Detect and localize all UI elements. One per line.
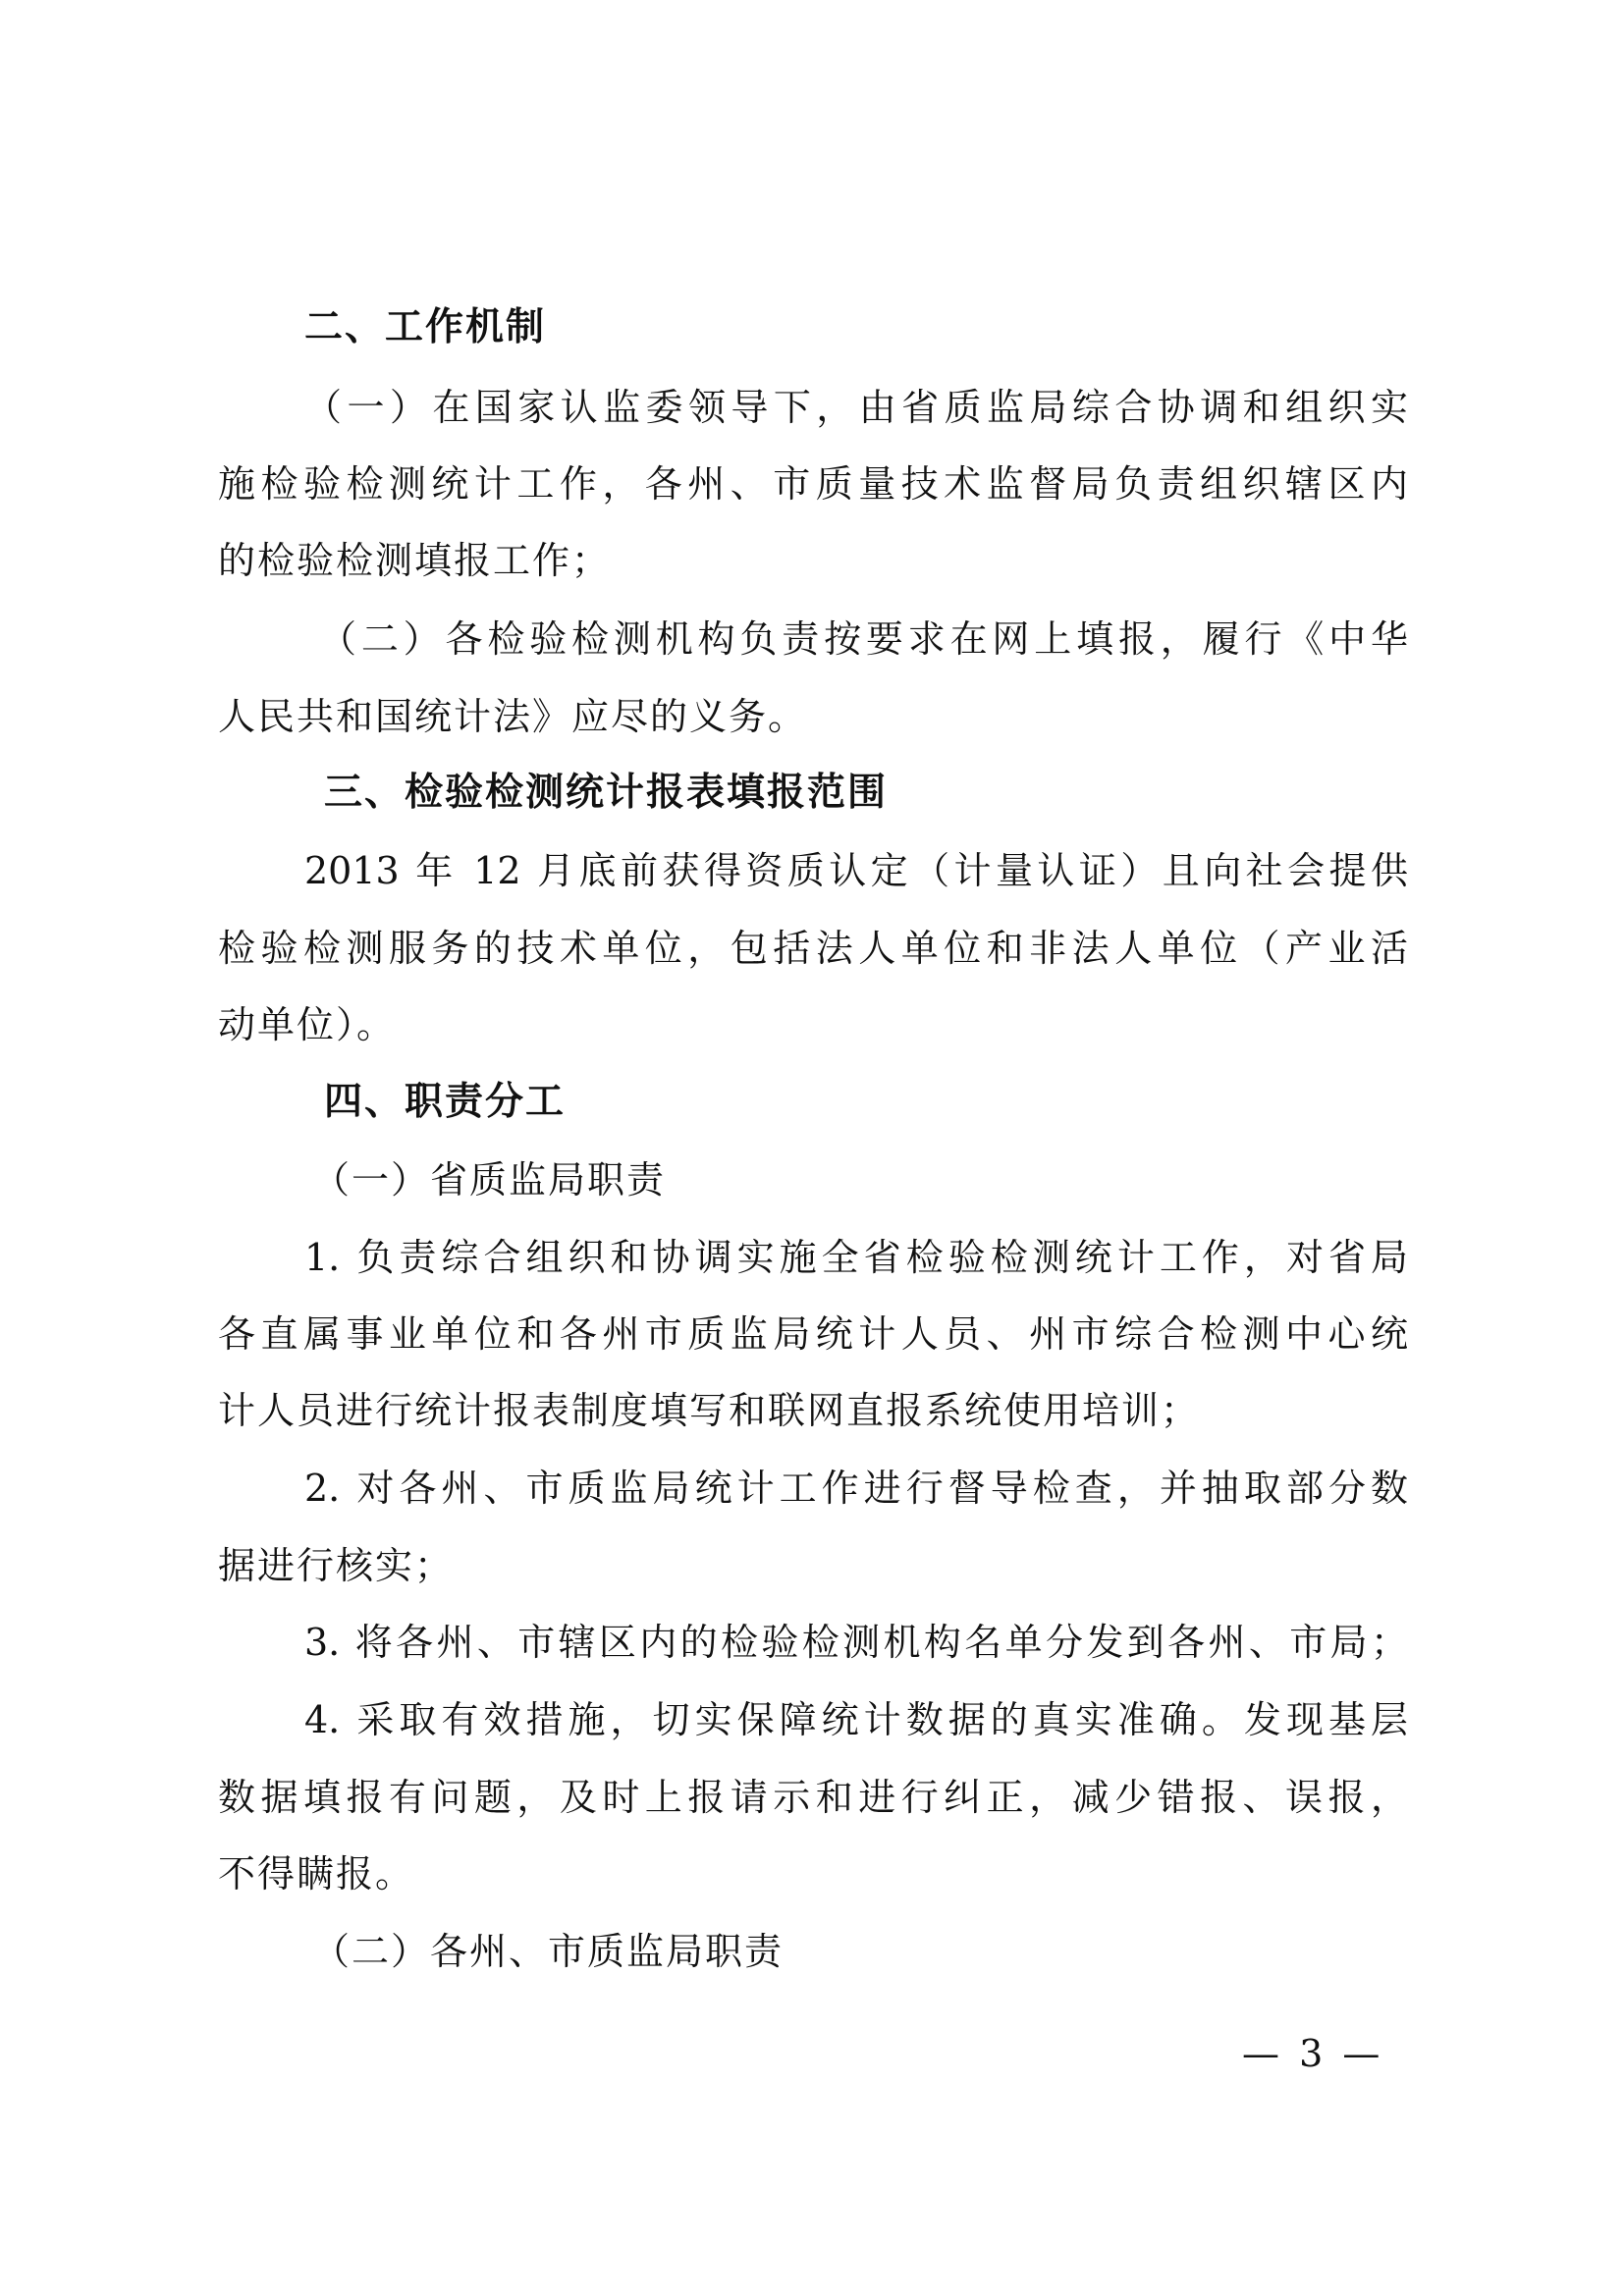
list-item-line: 据进行核实； [218,1544,455,1587]
paragraph-line: 检验检测服务的技术单位，包括法人单位和非法人单位（产业活 [218,927,1408,970]
section-heading-reporting-scope: 三、检验检测统计报表填报范围 [324,771,889,815]
list-item-line: 1. 负责综合组织和协调实施全省检验检测统计工作，对省局 [304,1236,1408,1279]
paragraph-line: 人民共和国统计法》应尽的义务。 [218,695,808,738]
list-item-line: 各直属事业单位和各州市质监局统计人员、州市综合检测中心统 [218,1312,1408,1356]
paragraph-line: 动单位）。 [218,1003,397,1046]
list-item-line: 数据填报有问题，及时上报请示和进行纠正，减少错报、误报， [218,1776,1408,1819]
subsection-heading-provincial-bureau: （一）省质监局职责 [312,1158,667,1201]
page-number: — 3 — [1242,2032,1384,2075]
list-item-line: 4. 采取有效措施，切实保障统计数据的真实准确。发现基层 [304,1698,1408,1741]
list-item-line: 2. 对各州、市质监局统计工作进行督导检查，并抽取部分数 [304,1467,1408,1510]
paragraph-line: 的检验检测填报工作； [218,539,612,582]
paragraph-line: 施检验检测统计工作，各州、市质量技术监督局负责组织辖区内 [218,462,1408,506]
paragraph-line: （二）各检验检测机构负责按要求在网上填报，履行《中华 [319,617,1408,661]
paragraph-line: 2013 年 12 月底前获得资质认定（计量认证）且向社会提供 [304,849,1408,892]
list-item-line: 计人员进行统计报表制度填写和联网直报系统使用培训； [218,1389,1201,1432]
section-heading-responsibilities: 四、职责分工 [324,1080,567,1124]
section-heading-work-mechanism: 二、工作机制 [304,305,547,349]
subsection-heading-prefecture-bureau: （二）各州、市质监局职责 [312,1930,785,1973]
list-item-line: 不得瞒报。 [218,1852,415,1896]
list-item-line: 3. 将各州、市辖区内的检验检测机构名单分发到各州、市局； [304,1621,1408,1664]
paragraph-line: （一）在国家认监委领导下，由省质监局综合协调和组织实 [304,386,1408,429]
